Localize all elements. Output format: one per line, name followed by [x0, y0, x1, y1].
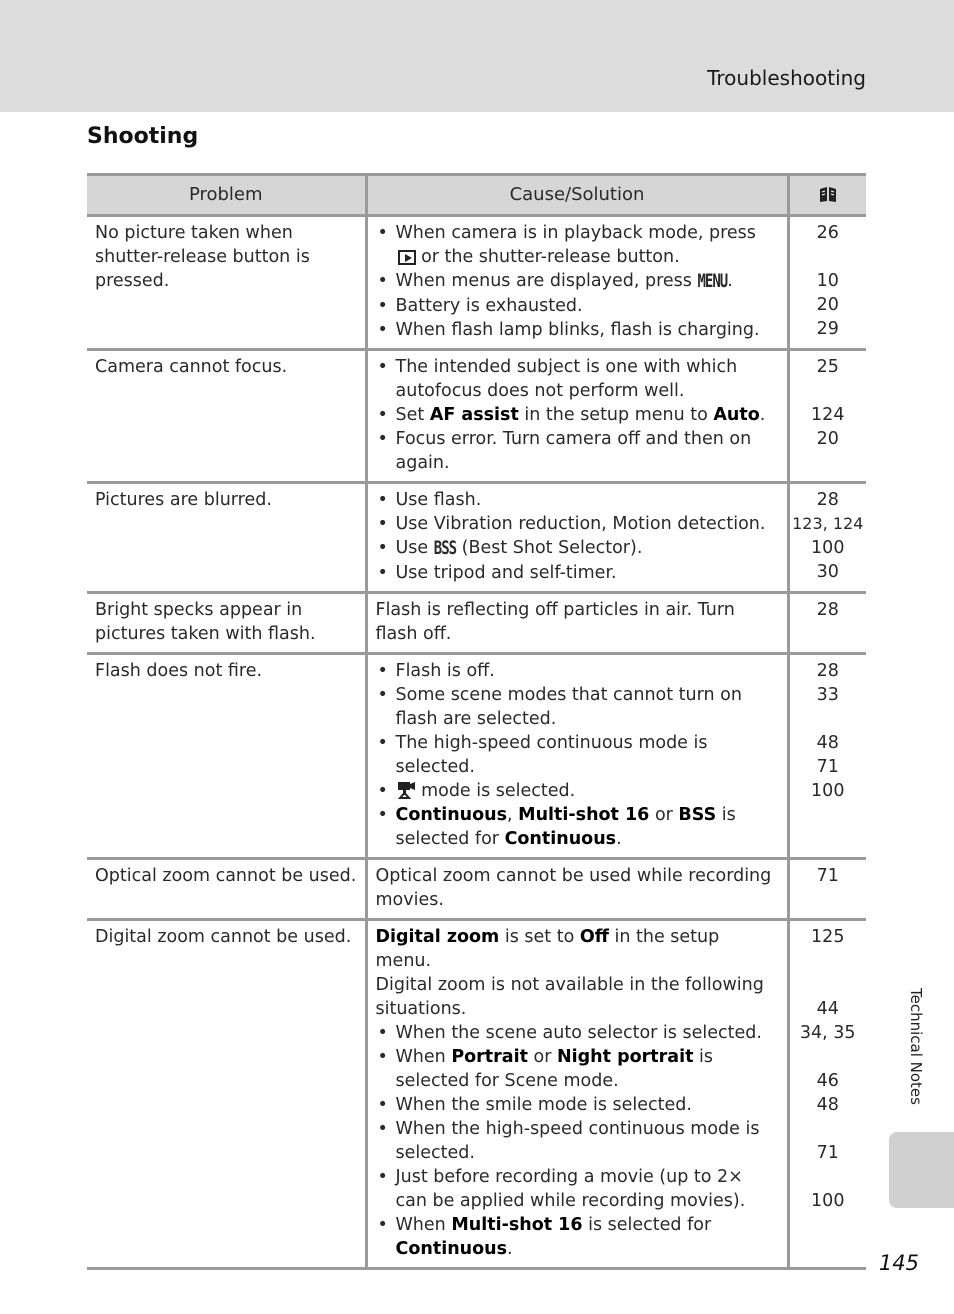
- solution-item: • Just before recording a movie (up to 2× can be applied while recording movies).: [377, 1167, 746, 1211]
- playback-button-icon: [398, 250, 416, 265]
- side-tab: [889, 1132, 954, 1208]
- solution-item: • Use BSS (Best Shot Selector).: [376, 536, 780, 561]
- solution-cell: Flash is reflecting off particles in air. Turn flash off.: [366, 593, 788, 654]
- solution-item: • Focus error. Turn camera off and then on again.: [377, 429, 752, 473]
- solution-item: • When camera is in playback mode, press or the shutter-release button.: [377, 223, 756, 267]
- solution-cell: [366, 216, 788, 350]
- table-row: [87, 654, 866, 859]
- page-ref-cell: 25 124 20: [788, 350, 866, 483]
- table-row: [87, 216, 866, 350]
- solution-cell: [366, 350, 788, 483]
- solution-item: • When flash lamp blinks, flash is charging.: [377, 320, 760, 340]
- section-title: Shooting: [87, 124, 199, 149]
- menu-button-icon: MENU: [697, 271, 728, 293]
- bss-icon: BSS: [433, 538, 457, 560]
- page-ref-cell: 71: [788, 859, 866, 920]
- running-header: Troubleshooting: [707, 66, 866, 90]
- solution-item: • When menus are displayed, press MENU.: [376, 269, 780, 294]
- table-row: [87, 350, 866, 483]
- problem-cell: Flash does not fire.: [87, 654, 366, 859]
- header-page-reference: [788, 175, 866, 216]
- page-ref-cell: 28: [788, 593, 866, 654]
- solution-item: • When the scene auto selector is selected.: [377, 1023, 762, 1043]
- page-ref-cell: 26 10 20 29: [788, 216, 866, 350]
- table-row: [87, 859, 866, 920]
- table-row: [87, 483, 866, 593]
- side-tab-label: Technical Notes: [907, 988, 925, 1105]
- solution-item: • When Multi-shot 16 is selected for Continuous.: [377, 1215, 712, 1259]
- page-number: 145: [878, 1251, 919, 1275]
- problem-cell: Pictures are blurred.: [87, 483, 366, 593]
- problem-cell: No picture taken when shutter-release button is pressed.: [87, 216, 366, 350]
- solution-item: • Use Vibration reduction, Motion detection.: [377, 514, 766, 534]
- movie-mode-icon: [396, 781, 416, 799]
- solution-item: • Use tripod and self-timer.: [377, 563, 617, 583]
- solution-item: • Continuous, Multi-shot 16 or BSS is selected for Continuous.: [377, 805, 736, 849]
- problem-cell: Camera cannot focus.: [87, 350, 366, 483]
- solution-item: • The high-speed continuous mode is selected.: [377, 733, 708, 777]
- page-ref-cell: 28 33 48 71 100: [788, 654, 866, 859]
- book-icon: [819, 186, 837, 203]
- solution-item: • Battery is exhausted.: [377, 296, 583, 316]
- solution-cell: [366, 654, 788, 859]
- solution-item: • Set AF assist in the setup menu to Auto.: [377, 405, 766, 425]
- solution-cell: [366, 483, 788, 593]
- solution-item: • Flash is off.: [377, 661, 495, 681]
- solution-intro-2: Digital zoom is not available in the following situations.: [375, 975, 764, 1019]
- solution-intro: Digital zoom is set to Off in the setup menu.: [375, 927, 720, 971]
- problem-cell: Digital zoom cannot be used.: [87, 920, 366, 1269]
- problem-cell: Bright specks appear in pictures taken with flash.: [87, 593, 366, 654]
- header-band: [0, 0, 954, 112]
- solution-cell: [366, 920, 788, 1269]
- solution-item: • mode is selected.: [377, 781, 576, 801]
- solution-item: • When Portrait or Night portrait is selected for Scene mode.: [377, 1047, 713, 1091]
- solution-item: • The intended subject is one with which autofocus does not perform well.: [377, 357, 738, 401]
- table-row: [87, 920, 866, 1269]
- page-ref-cell: 125 44 34, 35 46 48 71 100: [788, 920, 866, 1269]
- header-problem: Problem: [87, 175, 366, 216]
- solution-item: • Use flash.: [377, 490, 482, 510]
- table-header-row: [87, 175, 866, 216]
- page-ref-cell: 28 123, 124 100 30: [788, 483, 866, 593]
- solution-item: • When the smile mode is selected.: [377, 1095, 692, 1115]
- solution-cell: Optical zoom cannot be used while recording movies.: [366, 859, 788, 920]
- table-row: [87, 593, 866, 654]
- solution-item: • Some scene modes that cannot turn on flash are selected.: [377, 685, 742, 729]
- troubleshooting-table: [87, 173, 866, 1270]
- solution-item: • When the high-speed continuous mode is selected.: [377, 1119, 760, 1163]
- problem-cell: Optical zoom cannot be used.: [87, 859, 366, 920]
- header-cause-solution: Cause/Solution: [366, 175, 788, 216]
